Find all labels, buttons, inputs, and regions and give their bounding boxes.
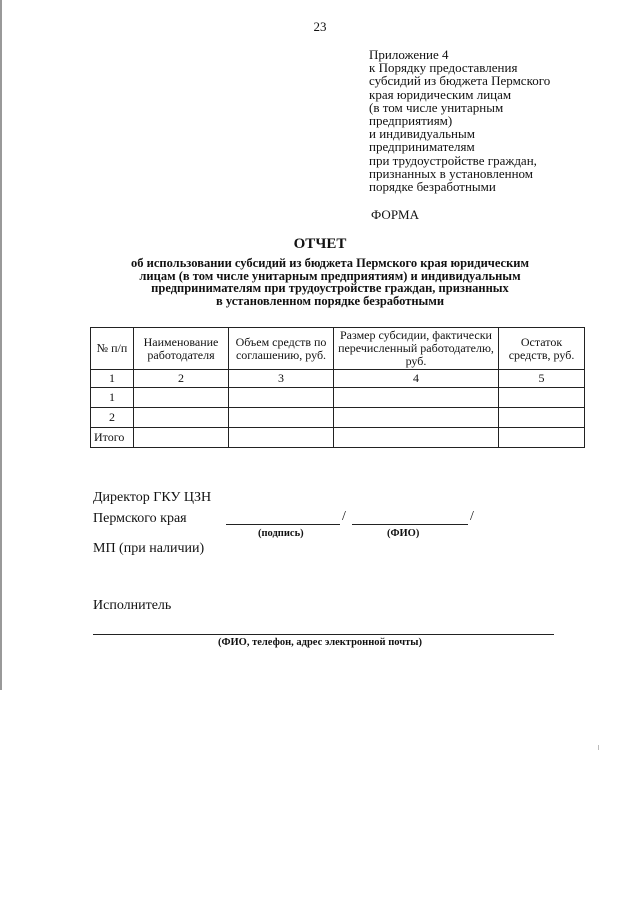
header-balance: Остаток средств, руб. (499, 328, 585, 370)
table-cell (229, 408, 334, 428)
name-line (352, 524, 468, 525)
director-region: Пермского края (93, 511, 187, 526)
table-cell (334, 428, 499, 448)
signature-hint: (подпись) (258, 528, 304, 539)
separator-slash: / (470, 509, 474, 524)
executor-line (93, 634, 554, 635)
subtitle-line: в установленном порядке безработными (215, 293, 445, 308)
table-cell (334, 388, 499, 408)
signature-line (226, 524, 340, 525)
subtitle-line: предпринимателям при трудоустройстве граждан, признанных (151, 281, 509, 296)
column-number: 4 (334, 370, 499, 388)
scan-speck (598, 745, 599, 750)
name-hint: (ФИО) (387, 528, 420, 539)
column-number: 3 (229, 370, 334, 388)
subtitle-line: об использовании субсидий из бюджета Пермского края юридическим (131, 256, 529, 270)
form-label: ФОРМА (371, 207, 419, 222)
appendix-line: субсидий из бюджета Пермского (369, 73, 551, 89)
report-table (90, 327, 585, 448)
table-header-row (91, 328, 585, 370)
stamp-label: МП (при наличии) (93, 541, 205, 556)
page-number: 23 (313, 19, 327, 34)
scan-margin-line (0, 0, 2, 690)
appendix-line: Приложение 4 (369, 47, 449, 62)
table-cell: 2 (91, 408, 134, 428)
table-cell: Итого (91, 428, 134, 448)
appendix-note (369, 48, 609, 193)
column-number: 1 (91, 370, 134, 388)
table-cell (134, 388, 229, 408)
header-employer-name: Наименование работодателя (134, 328, 229, 370)
appendix-line: признанных в установленном (369, 165, 534, 181)
table-cell (134, 408, 229, 428)
appendix-line: предпринимателям (369, 139, 475, 155)
appendix-line: края юридическим лицам (369, 86, 512, 102)
table-total-row (91, 428, 585, 448)
appendix-line: при трудоустройстве граждан, (369, 152, 537, 168)
appendix-line: к Порядку предоставления (369, 60, 518, 76)
column-number-row (91, 370, 585, 388)
table-cell (134, 428, 229, 448)
header-agreement-amount: Объем средств по соглашению, руб. (229, 328, 334, 370)
table-cell (229, 388, 334, 408)
appendix-line: предприятиям) (369, 113, 453, 129)
header-number: № п/п (91, 328, 134, 370)
report-subtitle (60, 257, 600, 307)
report-title: ОТЧЕТ (293, 236, 347, 252)
table-cell (499, 388, 585, 408)
table-cell (499, 408, 585, 428)
table-row (91, 388, 585, 408)
appendix-line: порядке безработными (369, 179, 496, 195)
table-cell (334, 408, 499, 428)
appendix-line: и индивидуальным (369, 126, 475, 142)
separator-slash: / (342, 509, 346, 524)
table-cell (229, 428, 334, 448)
appendix-line: (в том числе унитарным (369, 99, 504, 115)
table-row (91, 408, 585, 428)
executor-hint: (ФИО, телефон, адрес электронной почты) (217, 637, 423, 648)
column-number: 2 (134, 370, 229, 388)
subtitle-line: лицам (в том числе унитарным предприятиям) и индивидуальным (139, 268, 521, 283)
header-subsidy-amount: Размер субсидии, фактически перечисленный работодателю, руб. (334, 328, 499, 370)
table-cell (499, 428, 585, 448)
table-cell: 1 (91, 388, 134, 408)
column-number: 5 (499, 370, 585, 388)
executor-label: Исполнитель (93, 598, 172, 613)
director-title: Директор ГКУ ЦЗН (93, 490, 212, 505)
